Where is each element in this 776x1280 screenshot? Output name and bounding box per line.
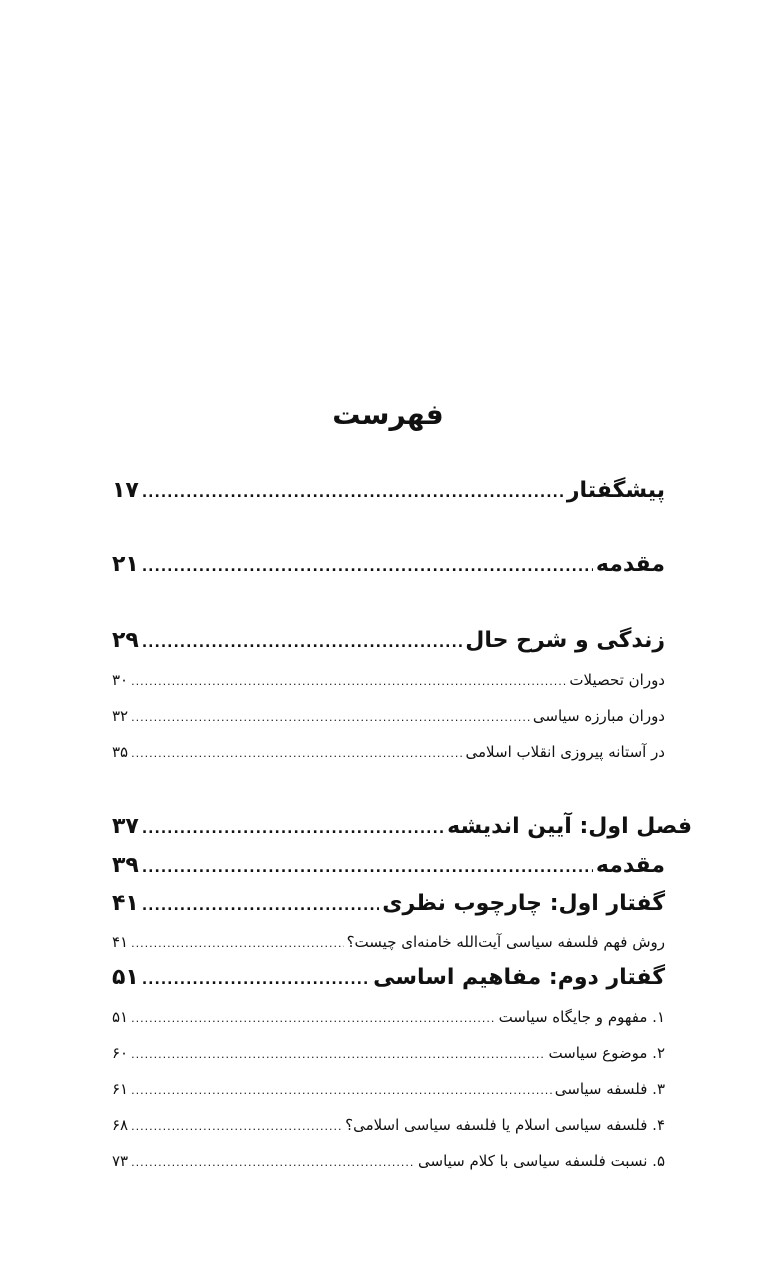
toc-entry-label: ۴. فلسفه سیاسی اسلام یا فلسفه سیاسی اسلامی؟ (345, 1116, 665, 1134)
toc-entry-page: ۲۱ (112, 552, 139, 577)
dot-leader (142, 635, 462, 651)
dot-leader (131, 675, 566, 688)
toc-entry-label: دوران تحصیلات (569, 671, 665, 689)
toc-title: فهرست (332, 398, 444, 431)
toc-entry-page: ۴۱ (112, 933, 129, 951)
toc-subentry (112, 671, 665, 689)
toc-subentry (112, 1116, 665, 1134)
toc-entry-label: ۵. نسبت فلسفه سیاسی با کلام سیاسی (418, 1152, 665, 1170)
dot-leader (131, 937, 343, 950)
toc-subentry (112, 933, 665, 951)
toc-entry-label: مقدمه (595, 853, 665, 878)
toc-subentry (112, 1080, 665, 1098)
toc-entry-label: فصل اول: آیین اندیشه (447, 814, 692, 839)
toc-subentry (112, 1044, 665, 1062)
toc-entry-page: ۵۱ (112, 965, 139, 990)
dot-leader (131, 1156, 415, 1169)
toc-entry-page: ۱۷ (112, 478, 139, 503)
toc-entry-label: در آستانه پیروزی انقلاب اسلامی (465, 743, 665, 761)
toc-entry-label: مقدمه (595, 552, 665, 577)
dot-leader (142, 559, 593, 575)
toc-entry (112, 891, 665, 916)
toc-entry (112, 853, 665, 878)
dot-leader (142, 972, 370, 988)
toc-entry-label: پیشگفتار (566, 478, 665, 503)
dot-leader (131, 747, 462, 760)
toc-entry-label: روش فهم فلسفه سیاسی آیت‌الله خامنه‌ای چیست؟ (346, 933, 665, 951)
dot-leader (142, 898, 379, 914)
dot-leader (142, 821, 444, 837)
toc-entry-page: ۶۸ (112, 1116, 129, 1134)
toc-entry-page: ۳۹ (112, 853, 139, 878)
toc-entry (112, 628, 665, 653)
toc-entry-page: ۳۲ (112, 707, 129, 725)
toc-entry-page: ۴۱ (112, 891, 139, 916)
toc-entry-label: ۳. فلسفه سیاسی (554, 1080, 665, 1098)
toc-entry-label: ۱. مفهوم و جایگاه سیاست (498, 1008, 665, 1026)
toc-entry-page: ۶۰ (112, 1044, 129, 1062)
toc-entry (112, 814, 692, 839)
toc-subentry (112, 707, 665, 725)
dot-leader (142, 860, 593, 876)
toc-entry-label: گفتار دوم: مفاهیم اساسی (373, 965, 665, 990)
dot-leader (142, 485, 564, 501)
dot-leader (131, 711, 530, 724)
toc-entry (112, 478, 665, 503)
toc-entry-page: ۵۱ (112, 1008, 129, 1026)
toc-entry (112, 965, 665, 990)
toc-entry (112, 552, 665, 577)
toc-entry-page: ۳۰ (112, 671, 129, 689)
dot-leader (131, 1120, 342, 1133)
dot-leader (131, 1048, 545, 1061)
toc-entry-page: ۳۵ (112, 743, 129, 761)
toc-entry-label: گفتار اول: چارچوب نظری (382, 891, 665, 916)
toc-entry-page: ۲۹ (112, 628, 139, 653)
dot-leader (131, 1012, 495, 1025)
toc-entry-label: زندگی و شرح حال (465, 628, 665, 653)
toc-subentry (112, 1008, 665, 1026)
toc-entry-page: ۷۳ (112, 1152, 129, 1170)
toc-entry-page: ۳۷ (112, 814, 139, 839)
dot-leader (131, 1084, 552, 1097)
toc-entry-label: دوران مبارزه سیاسی (532, 707, 665, 725)
toc-subentry (112, 1152, 665, 1170)
toc-entry-label: ۲. موضوع سیاست (548, 1044, 665, 1062)
toc-subentry (112, 743, 665, 761)
toc-entry-page: ۶۱ (112, 1080, 129, 1098)
